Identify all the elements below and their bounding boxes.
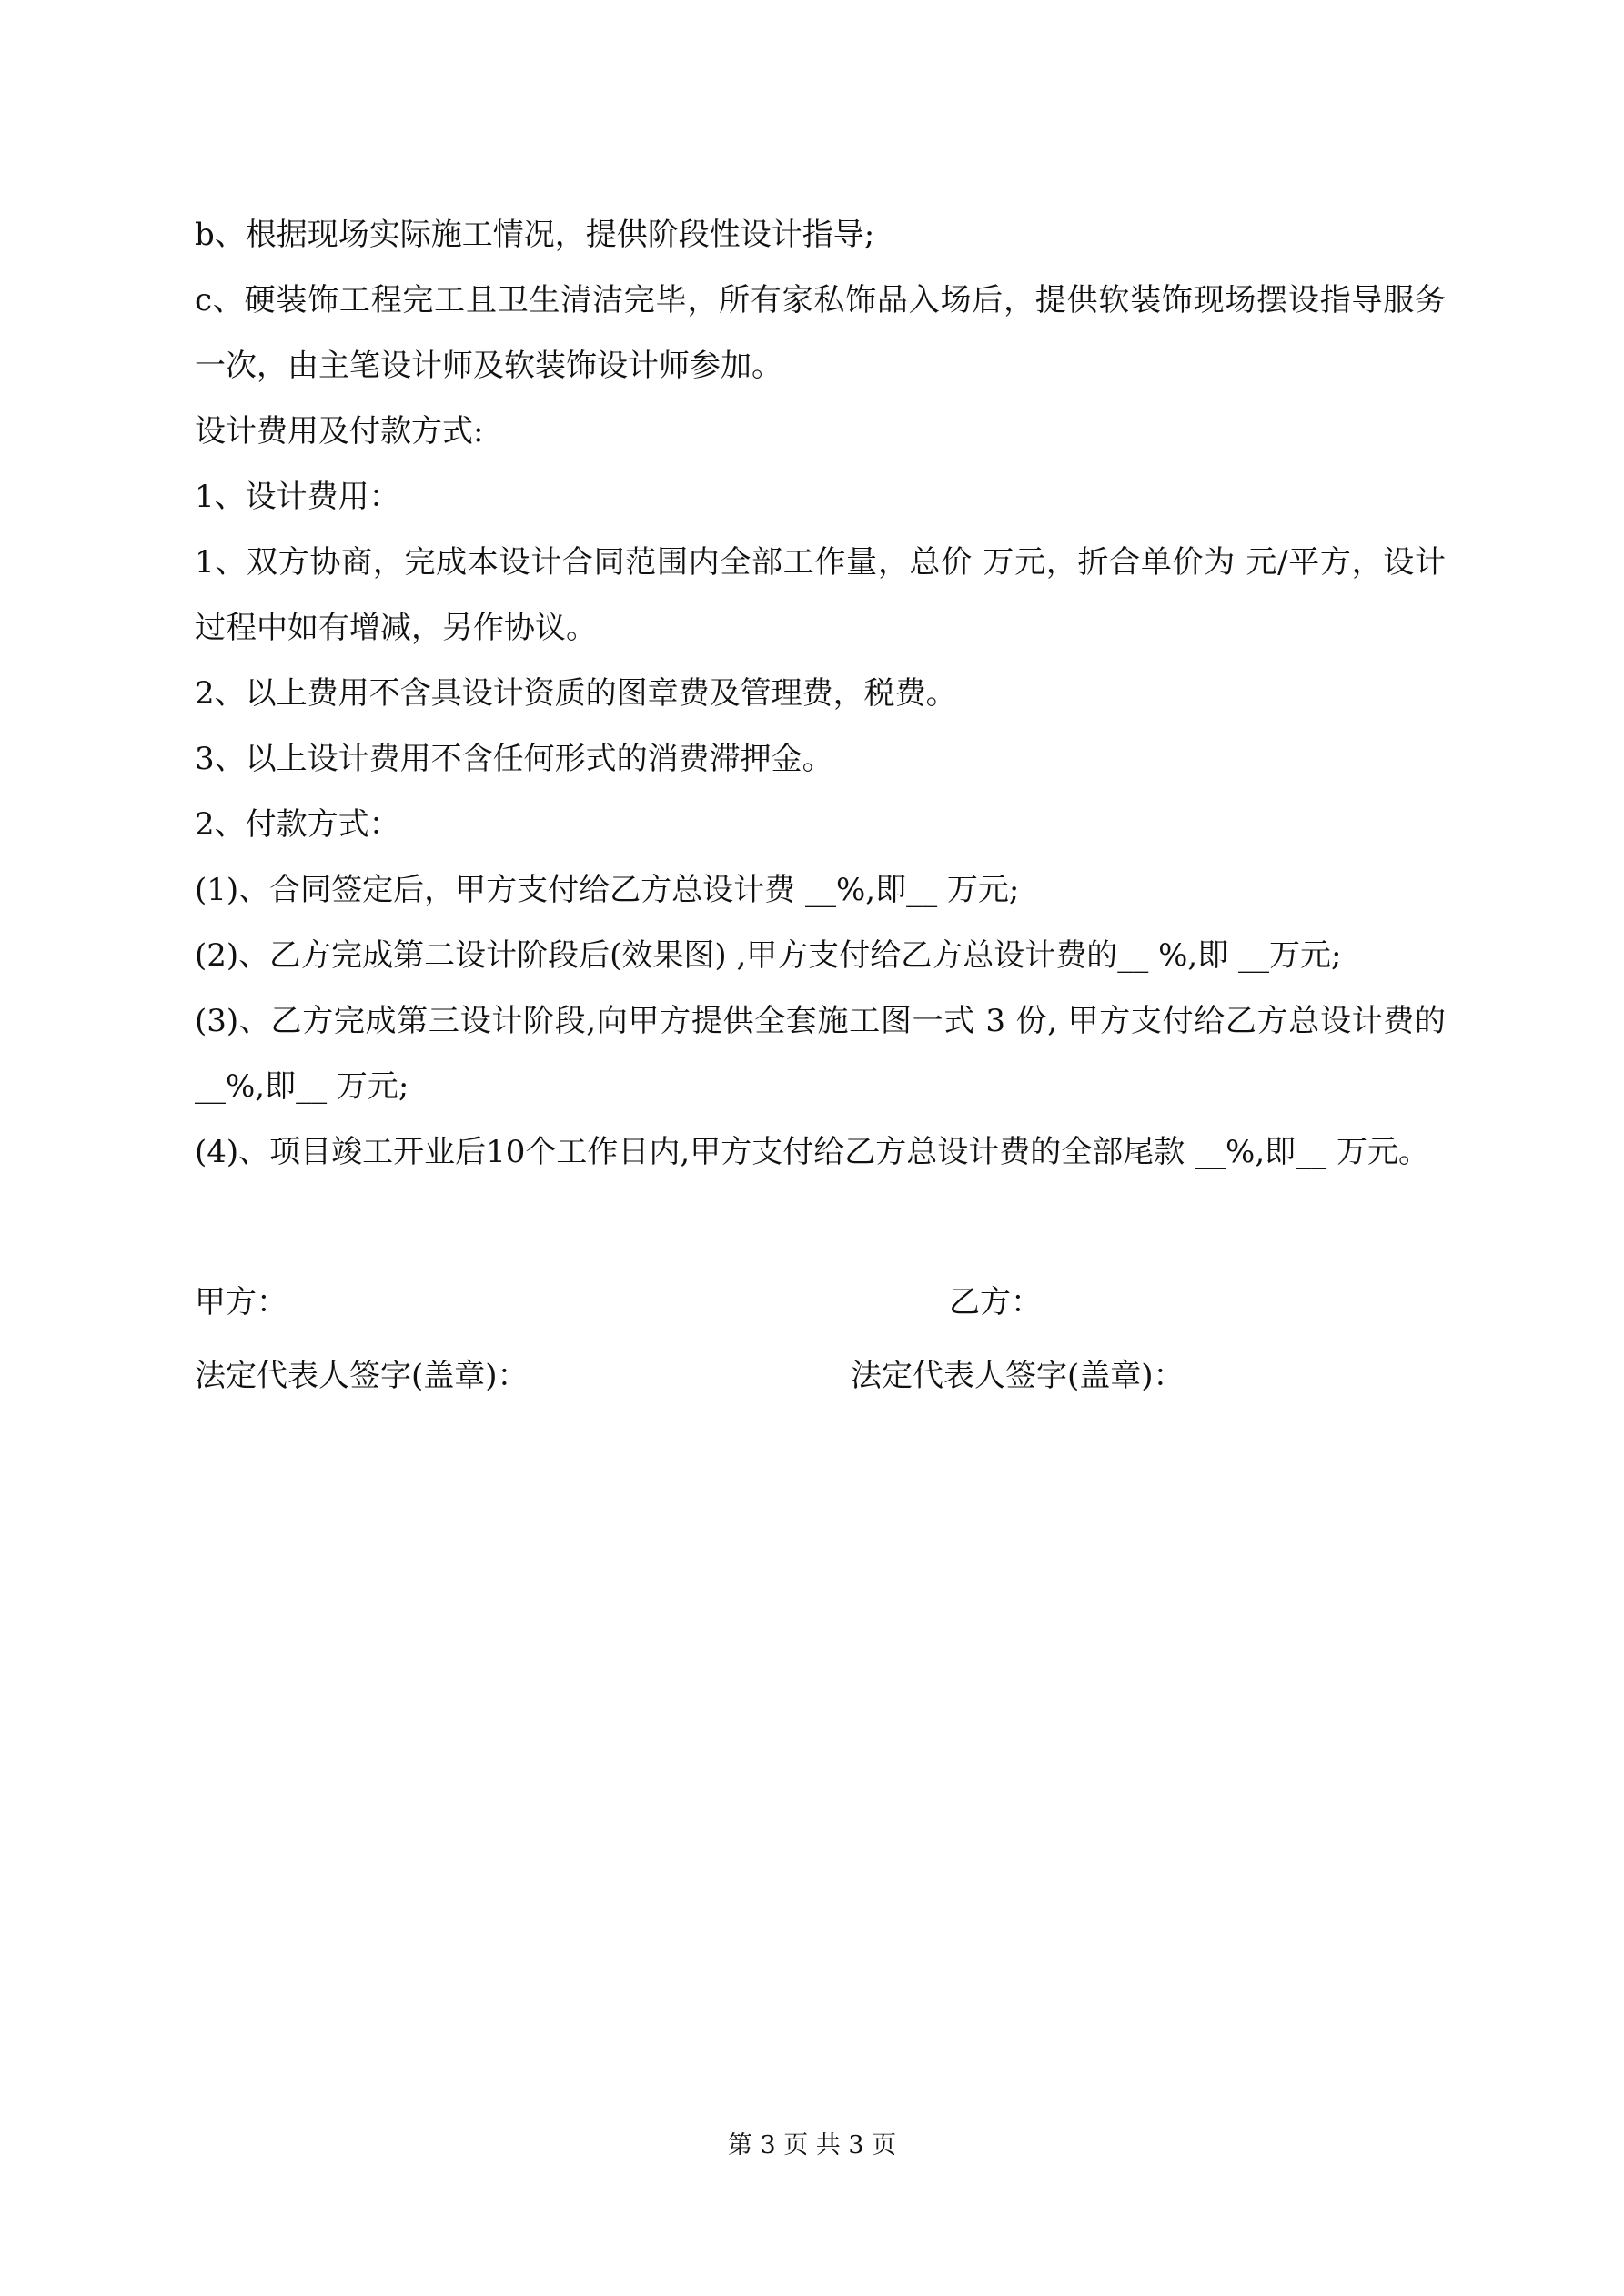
paragraph-b-guidance: b、根据现场实际施工情况，提供阶段性设计指导; xyxy=(195,217,875,253)
contract-body xyxy=(195,202,1456,1185)
party-b-label: 乙方： xyxy=(949,1284,1042,1320)
payment-item-2: (2)、乙方完成第二设计阶段后(效果图) ,甲方支付给乙方总设计费的__ %,即 __万元; xyxy=(195,937,1342,974)
subheading-design-fee: 1、设计费用： xyxy=(195,479,400,515)
party-b-representative-signature: 法定代表人签字(盖章)： xyxy=(851,1358,1185,1394)
paragraph-fee-exclusions: 2、以上费用不含具设计资质的图章费及管理费，税费。 xyxy=(195,675,957,712)
payment-item-1: (1)、合同签定后，甲方支付给乙方总设计费 __%,即__ 万元; xyxy=(195,872,1020,908)
paragraph-fee-deposit: 3、以上设计费用不含任何形式的消费滞押金。 xyxy=(195,741,833,777)
section-heading-fees-payment: 设计费用及付款方式: xyxy=(195,413,484,450)
party-a-label: 甲方： xyxy=(195,1284,287,1320)
party-a-representative-signature: 法定代表人签字(盖章)： xyxy=(195,1358,529,1394)
payment-item-3: (3)、乙方完成第三设计阶段,向甲方提供全套施工图一式 3 份, 甲方支付给乙方总设计费的 __%,即__ 万元; xyxy=(195,1003,1456,1105)
page-number-footer: 第 3 页 共 3 页 xyxy=(727,2131,897,2159)
subheading-payment-method: 2、付款方式： xyxy=(195,806,400,843)
payment-item-4: (4)、项目竣工开业后10个工作日内,甲方支付给乙方总设计费的全部尾款 __%,即__ 万元。 xyxy=(195,1134,1429,1170)
paragraph-fee-total: 1、双方协商，完成本设计合同范围内全部工作量，总价 万元，折合单价为 元/平方，设计过程中如有增减，另作协议。 xyxy=(195,544,1446,646)
paragraph-c-soft-decoration: c、硬装饰工程完工且卫生清洁完毕，所有家私饰品入场后，提供软装饰现场摆设指导服务一次，由主笔设计师及软装饰设计师参加。 xyxy=(195,282,1446,384)
